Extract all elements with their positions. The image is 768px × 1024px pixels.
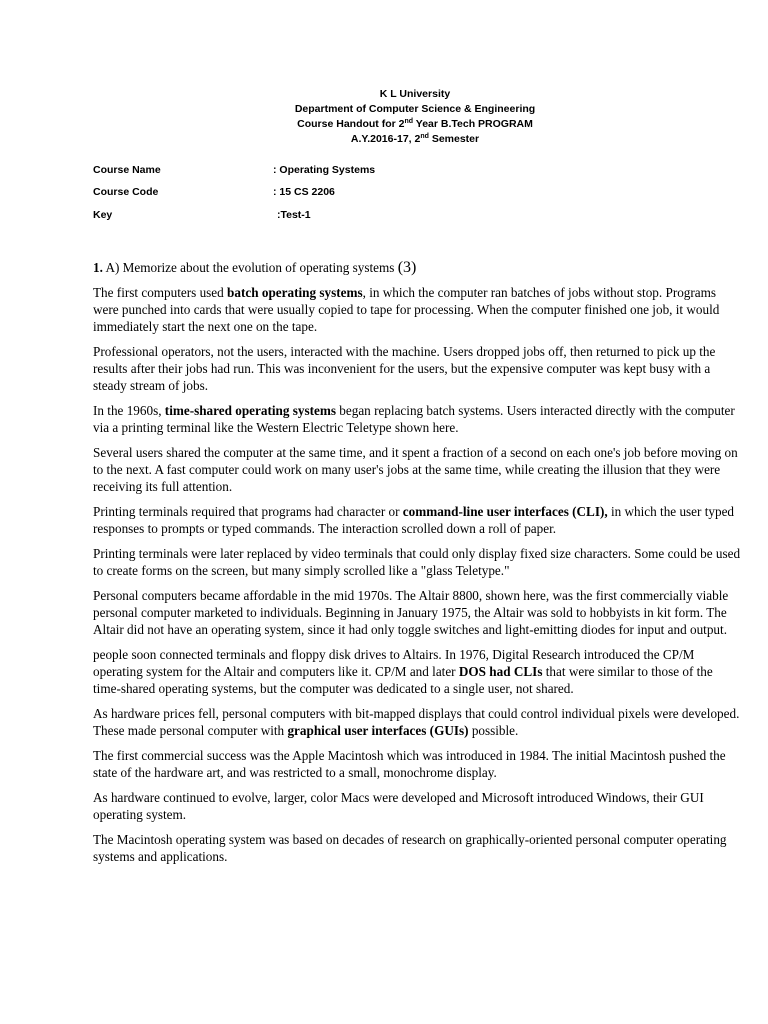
paragraph-6 xyxy=(93,545,743,579)
question-line xyxy=(93,259,743,276)
question-text: A) Memorize about the evolution of operating systems xyxy=(102,260,398,275)
paragraph-text: that were similar to those of the time-shared operating systems, but the computer was dedicated to a single user, not shared. xyxy=(93,664,713,696)
paragraph-5 xyxy=(93,503,743,537)
paragraph-text: people soon connected terminals and floppy disk drives to Altairs. In 1976, Digital Research introduced the CP/M operating system for the Altair and computers like it. CP/M and later xyxy=(93,647,695,679)
handout-line xyxy=(0,117,768,132)
course-name-value: : Operating Systems xyxy=(273,164,376,176)
handout-program: Year B.Tech PROGRAM xyxy=(413,118,533,130)
paragraph-2 xyxy=(93,343,743,394)
paragraph-text: Printing terminals required that programs had character or xyxy=(93,504,403,519)
paragraph-12 xyxy=(93,831,743,865)
department-name: Department of Computer Science & Engineering xyxy=(294,103,536,115)
paragraph-text: As hardware continued to evolve, larger, color Macs were developed and Microsoft introduced Windows, their GUI operating system. xyxy=(93,790,704,822)
academic-year-line xyxy=(0,132,768,147)
paragraph-7 xyxy=(93,587,743,638)
paragraph-text: The first commercial success was the Apple Macintosh which was introduced in 1984. The initial Macintosh pushed the state of the hardware art, and was restricted to a small, monochrome display. xyxy=(93,748,726,780)
paragraph-text: The Macintosh operating system was based on decades of research on graphically-oriented personal computer operating systems and applications. xyxy=(93,832,727,864)
semester-ordinal: nd xyxy=(420,133,429,140)
paragraph-text: , in which the computer ran batches of jobs without stop. Programs were punched into cards that were usually copied to tape for processing. When the computer finished one job, it would immediately start the next one on the tape. xyxy=(93,285,720,334)
course-code-value: : 15 CS 2206 xyxy=(273,186,335,198)
paragraph-1 xyxy=(93,284,743,335)
emphasis-term: graphical user interfaces (GUIs) xyxy=(287,723,469,738)
semester-text: Semester xyxy=(428,133,480,145)
handout-ordinal: nd xyxy=(404,118,414,125)
paragraph-text: As hardware prices fell, personal computers with bit-mapped displays that could control individual pixels were developed. These made personal computer with xyxy=(93,706,740,738)
paragraph-text: Several users shared the computer at the same time, and it spent a fraction of a second on each one's job before moving on to the next. A fast computer could work on many user's jobs at the same time, while creating the illusion that they were receiving its full attention. xyxy=(93,445,738,494)
paragraph-text: possible. xyxy=(468,723,519,738)
university-name: K L University xyxy=(379,88,451,100)
course-name-label: Course Name xyxy=(93,164,161,176)
paragraph-9 xyxy=(93,705,743,739)
paragraph-text: The first computers used xyxy=(93,285,228,300)
question-marks: (3) xyxy=(397,259,417,276)
paragraph-text: Professional operators, not the users, interacted with the machine. Users dropped jobs off, then returned to pick up the results after their jobs had run. This was inconvenient for the users, but the expensive computer was kept busy with a steady stream of jobs. xyxy=(93,344,716,393)
paragraph-text: in which the user typed responses to prompts or typed commands. The interaction scrolled down a roll of paper. xyxy=(93,504,735,536)
paragraph-text: In the 1960s, xyxy=(93,403,165,418)
paragraph-10 xyxy=(93,747,743,781)
key-label: Key xyxy=(93,209,113,221)
emphasis-term: batch operating systems xyxy=(227,285,363,300)
paragraph-11 xyxy=(93,789,743,823)
key-value: :Test-1 xyxy=(277,209,311,221)
emphasis-term: time-shared operating systems xyxy=(164,403,336,418)
document-header xyxy=(0,87,768,147)
paragraph-3 xyxy=(93,402,743,436)
academic-year-text: A.Y.2016-17, 2 xyxy=(350,133,421,145)
course-code-label: Course Code xyxy=(93,186,159,198)
handout-text: Course Handout for 2 xyxy=(297,118,405,130)
paragraph-text: Printing terminals were later replaced by video terminals that could only display fixed size characters. Some could be used to create forms on the screen, but many simply scrolled like a "glass Teletype." xyxy=(93,546,741,578)
answer-body xyxy=(93,259,743,873)
paragraph-text: Personal computers became affordable in the mid 1970s. The Altair 8800, shown here, was the first commercially viable personal computer marketed to individuals. Beginning in January 1975, the Altair was sold to hobbyists in kit form. The Altair did not have an operating system, since it had only toggle switches and light-emitting diodes for input and output. xyxy=(93,588,729,637)
emphasis-term: command-line user interfaces (CLI), xyxy=(402,504,608,519)
paragraph-text: began replacing batch systems. Users interacted directly with the computer via a printing terminal like the Western Electric Teletype shown here. xyxy=(93,403,735,435)
paragraph-8 xyxy=(93,646,743,697)
question-number: 1. xyxy=(93,260,103,275)
paragraph-4 xyxy=(93,444,743,495)
emphasis-term: DOS had CLIs xyxy=(458,664,543,679)
